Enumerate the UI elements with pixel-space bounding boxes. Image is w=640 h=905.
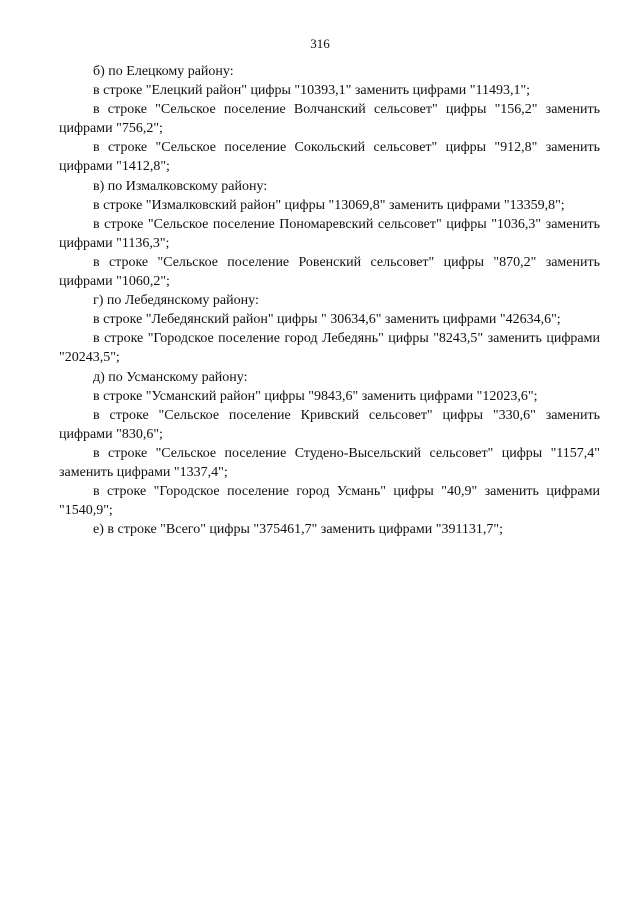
amendment-paragraph: в строке "Усманский район" цифры "9843,6" заменить цифрами "12023,6"; [93, 388, 538, 404]
amendment-paragraph: в строке "Лебедянский район" цифры " 30634,6" заменить цифрами "42634,6"; [93, 312, 561, 328]
subsection-heading-lebedyan: г) по Лебедянскому району: [93, 293, 259, 309]
amendment-paragraph: в строке "Сельское поселение Волчанский сельсовет" цифры "156,2" заменить цифрами "756,2"; [59, 102, 600, 137]
amendment-paragraph: в строке "Сельское поселение Ровенский сельсовет" цифры "870,2" заменить цифрами "1060,2"; [59, 254, 600, 290]
amendment-paragraph: в строке "Городское поселение город Усмань" цифры "40,9" заменить цифрами "1540,9"; [59, 484, 600, 519]
amendment-paragraph: в строке "Сельское поселение Кривский сельсовет" цифры "330,6" заменить цифрами "830,6"; [59, 407, 600, 442]
subsection-heading-usman: д) по Усманскому району: [93, 369, 248, 385]
amendment-paragraph: в строке "Сельское поселение Пономаревский сельсовет" цифры "1036,3" заменить цифрами "1136,3"; [59, 216, 600, 251]
amendment-paragraph: в строке "Измалковский район" цифры "13069,8" заменить цифрами "13359,8"; [93, 197, 565, 213]
page-number: 316 [310, 36, 330, 51]
subsection-heading-izmalkovo: в) по Измалковскому району: [93, 178, 268, 194]
amendment-paragraph: в строке "Сельское поселение Студено-Высельский сельсовет" цифры "1157,4" заменить цифрами "1337,4"; [59, 445, 600, 480]
amendment-paragraph: в строке "Сельское поселение Сокольский сельсовет" цифры "912,8" заменить цифрами "1412,8"; [59, 140, 600, 175]
subsection-heading-yelets: б) по Елецкому району: [93, 64, 234, 79]
subsection-total: е) в строке "Всего" цифры "375461,7" заменить цифрами "391131,7"; [93, 522, 504, 538]
amendment-paragraph: в строке "Городское поселение город Лебедянь" цифры "8243,5" заменить цифрами "20243,5"; [59, 331, 600, 366]
amendment-paragraph: в строке "Елецкий район" цифры "10393,1" заменить цифрами "11493,1"; [93, 83, 531, 99]
document-body [59, 62, 600, 539]
